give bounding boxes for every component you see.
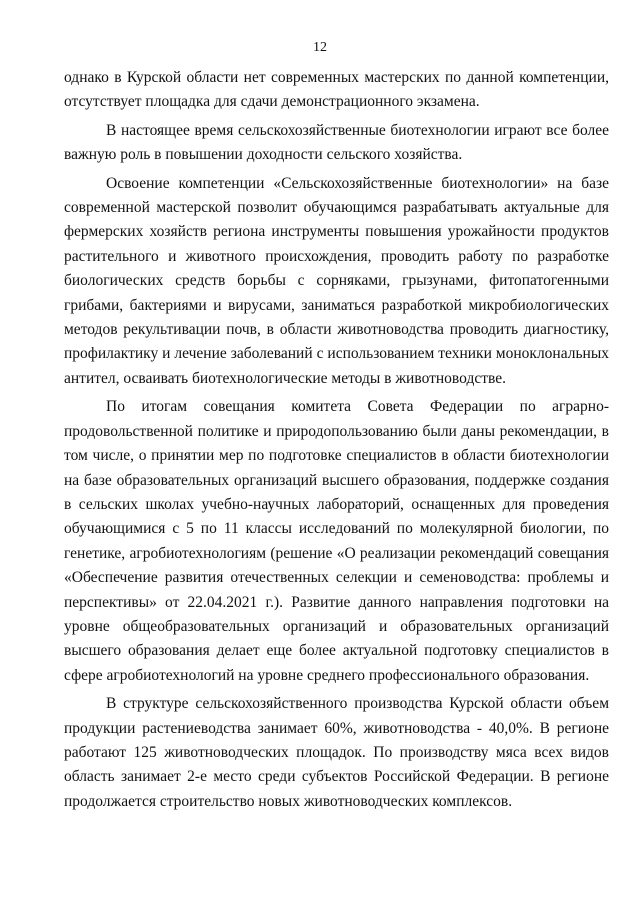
paragraph-federation-council: По итогам совещания комитета Совета Федерации по аграрно-продовольственной политике и природопользованию были даны рекомендации, в том числе, о принятии мер по подготовке специалистов в области биотехнологии на базе образовательных организаций высшего образования, поддержке создания в сельских школах учебно-научных лабораторий, оснащенных для проведения обучающимися с 5 по 11 классы исследований по молекулярной биологии, по генетике, агробиотехнологиям (решение «О реализации рекомендаций совещания «Обеспечение развития отечественных селекции и семеноводства: проблемы и перспективы» от 22.04.2021 г.). Развитие данного направления подготовки на уровне общеобразовательных организаций и образовательных организаций высшего образования делает еще более актуальной подготовку специалистов в сфере агробиотехнологий на уровне среднего профессионального образования. bbox=[64, 398, 609, 684]
paragraph-agriculture-structure: В структуре сельскохозяйственного производства Курской области объем продукции растениеводства занимает 60%, животноводства - 40,0%. В регионе работают 125 животноводческих площадок. По производству мяса всех видов область занимает 2-е место среди субъектов Российской Федерации. В регионе продолжается строительство новых животноводческих комплексов. bbox=[64, 695, 609, 810]
paragraph-biotech-role: В настоящее время сельскохозяйственные биотехнологии играют все более важную роль в повышении доходности сельского хозяйства. bbox=[64, 121, 609, 164]
document-body bbox=[64, 66, 609, 818]
paragraph-continuation: однако в Курской области нет современных мастерских по данной компетенции, отсутствует площадка для сдачи демонстрационного экзамена. bbox=[64, 69, 609, 111]
paragraph-competence-mastery: Освоение компетенции «Сельскохозяйственные биотехнологии» на базе современной мастерской позволит обучающимся разрабатывать актуальные для фермерских хозяйств региона инструменты повышения урожайности продуктов растительного и животного происхождения, проводить работу по разработке биологических средств борьбы с сорняками, грызунами, фитопатогенными грибами, бактериями и вирусами, заниматься разработкой микробиологических методов рекультивации почв, в области животноводства проводить диагностику, профилактику и лечение заболеваний с использованием техники моноклональных антител, осваивать биотехнологические методы в животноводстве. bbox=[64, 174, 609, 387]
page-number: 12 bbox=[313, 40, 327, 55]
